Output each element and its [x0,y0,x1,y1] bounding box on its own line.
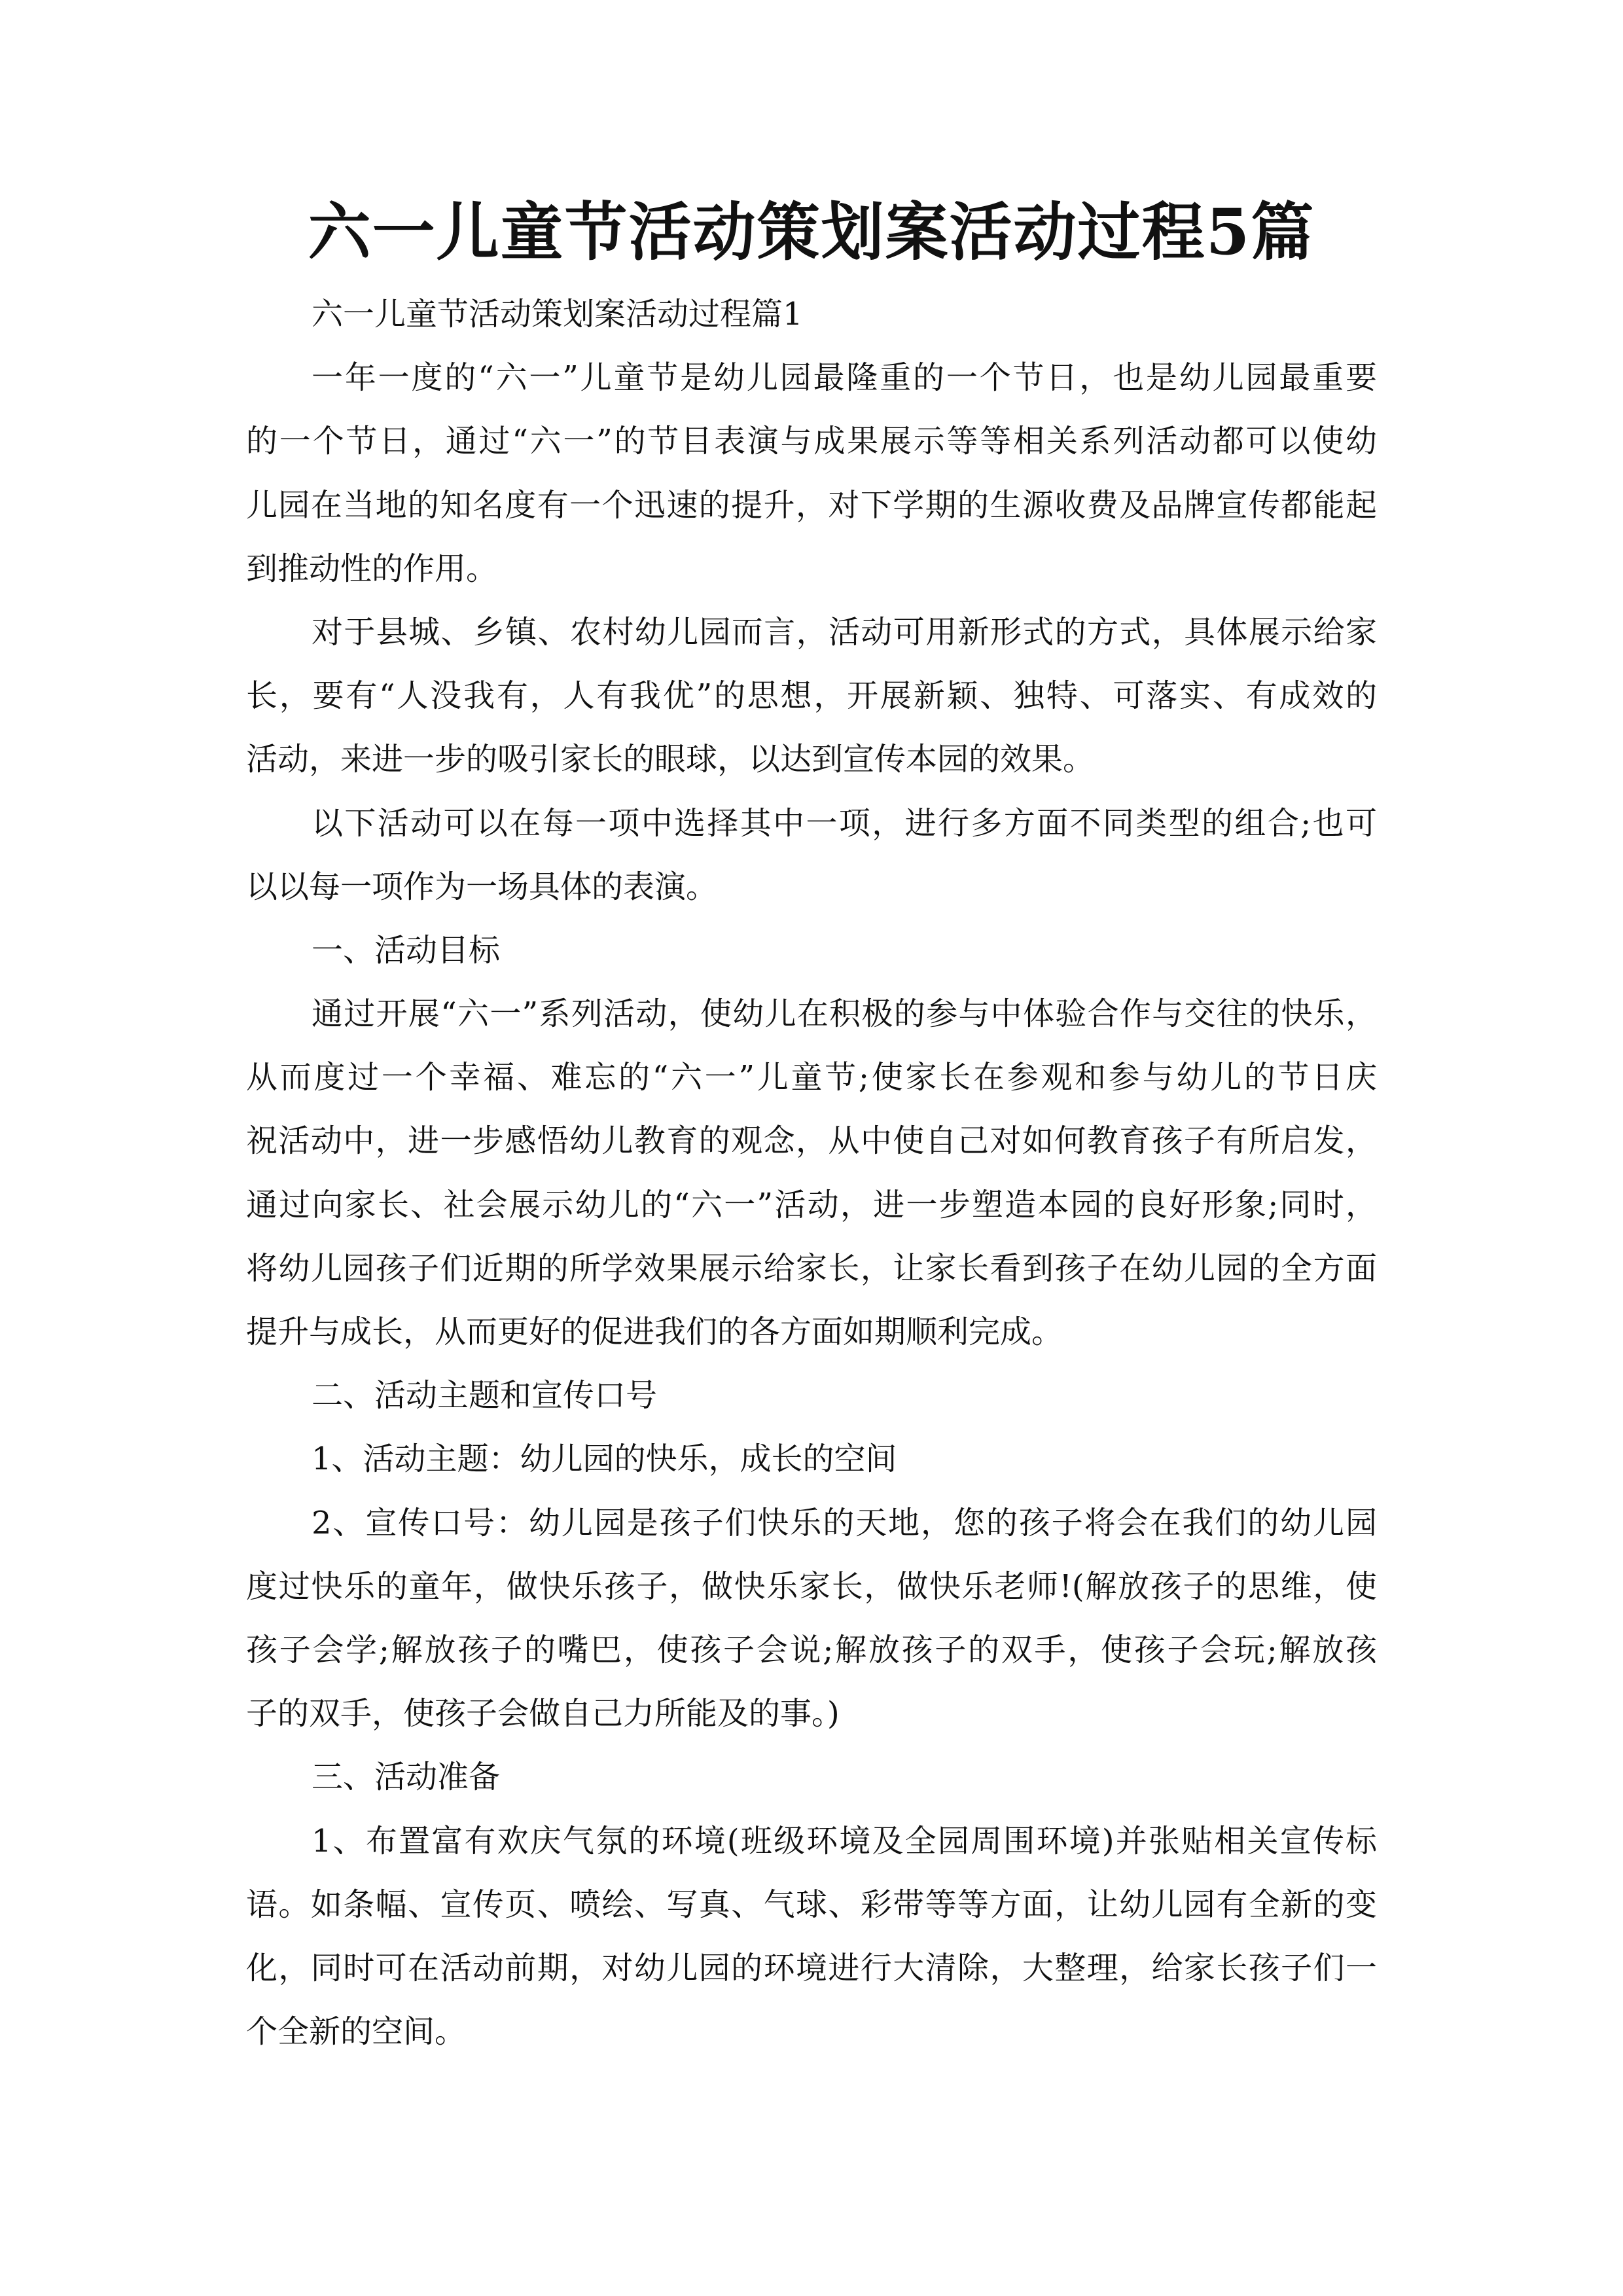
text-line: 六一儿童节活动策划案活动过程篇1 [312,296,803,332]
text-line: 三、活动准备 [312,1759,501,1796]
text-line: 子的双手，使孩子会做自己力所能及的事。) [246,1695,840,1732]
text-line: 孩子会学;解放孩子的嘴巴，使孩子会说;解放孩子的双手，使孩子会玩;解放孩 [246,1631,1377,1668]
paragraph [246,792,1377,919]
document-body [246,283,1377,2064]
paragraph [246,1492,1377,1746]
paragraph [246,346,1377,601]
text-line: 从而度过一个幸福、难忘的“六一”儿童节;使家长在参观和参与幼儿的节日庆 [246,1059,1377,1096]
text-line: 通过开展“六一”系列活动，使幼儿在积极的参与中体验合作与交往的快乐， [312,996,1377,1033]
text-line: 化，同时可在活动前期，对幼儿园的环境进行大清除，大整理，给家长孩子们一 [246,1949,1377,1986]
text-line: 的一个节日，通过“六一”的节目表演与成果展示等等相关系列活动都可以使幼 [246,423,1377,460]
text-line: 活动，来进一步的吸引家长的眼球，以达到宣传本园的效果。 [246,741,1095,778]
text-line: 1、活动主题：幼儿园的快乐，成长的空间 [312,1441,897,1478]
paragraph [246,982,1377,1364]
text-line: 个全新的空间。 [246,2013,467,2051]
text-line: 度过快乐的童年，做快乐孩子，做快乐家长，做快乐老师!(解放孩子的思维，使 [246,1568,1377,1605]
paragraph [246,601,1377,792]
section-heading [246,1364,1377,1427]
document-title: 六一儿童节活动策划案活动过程5篇 [308,195,1315,269]
section-heading [246,919,1377,982]
text-line: 一、活动目标 [312,931,501,969]
text-line: 2、宣传口号：幼儿园是孩子们快乐的天地，您的孩子将会在我们的幼儿园 [312,1504,1377,1541]
text-line: 一年一度的“六一”儿童节是幼儿园最隆重的一个节日，也是幼儿园最重要 [312,359,1377,397]
text-line: 提升与成长，从而更好的促进我们的各方面如期顺利完成。 [246,1314,1063,1350]
text-line: 二、活动主题和宣传口号 [312,1377,658,1414]
text-line: 语。如条幅、宣传页、喷绘、写真、气球、彩带等等方面，让幼儿园有全新的变 [246,1886,1377,1923]
section-heading [246,1746,1377,1809]
document-subtitle [246,283,1377,346]
text-line: 长，要有“人没我有，人有我优”的思想，开展新颖、独特、可落实、有成效的 [246,677,1377,715]
text-line: 祝活动中，进一步感悟幼儿教育的观念，从中使自己对如何教育孩子有所启发， [246,1122,1377,1160]
text-line: 儿园在当地的知名度有一个迅速的提升，对下学期的生源收费及品牌宣传都能起 [246,486,1377,524]
text-line: 到推动性的作用。 [246,550,498,587]
text-line: 1、布置富有欢庆气氛的环境(班级环境及全园周围环境)并张贴相关宣传标 [312,1822,1377,1859]
text-line: 以以每一项作为一场具体的表演。 [246,868,718,905]
text-line: 以下活动可以在每一项中选择其中一项，进行多方面不同类型的组合;也可 [312,804,1377,842]
paragraph [246,1810,1377,2064]
text-line: 将幼儿园孩子们近期的所学效果展示给家长，让家长看到孩子在幼儿园的全方面 [246,1249,1377,1287]
text-line: 对于县城、乡镇、农村幼儿园而言，活动可用新形式的方式，具体展示给家 [312,613,1377,651]
paragraph [246,1427,1377,1491]
text-line: 通过向家长、社会展示幼儿的“六一”活动，进一步塑造本园的良好形象;同时， [246,1186,1377,1223]
